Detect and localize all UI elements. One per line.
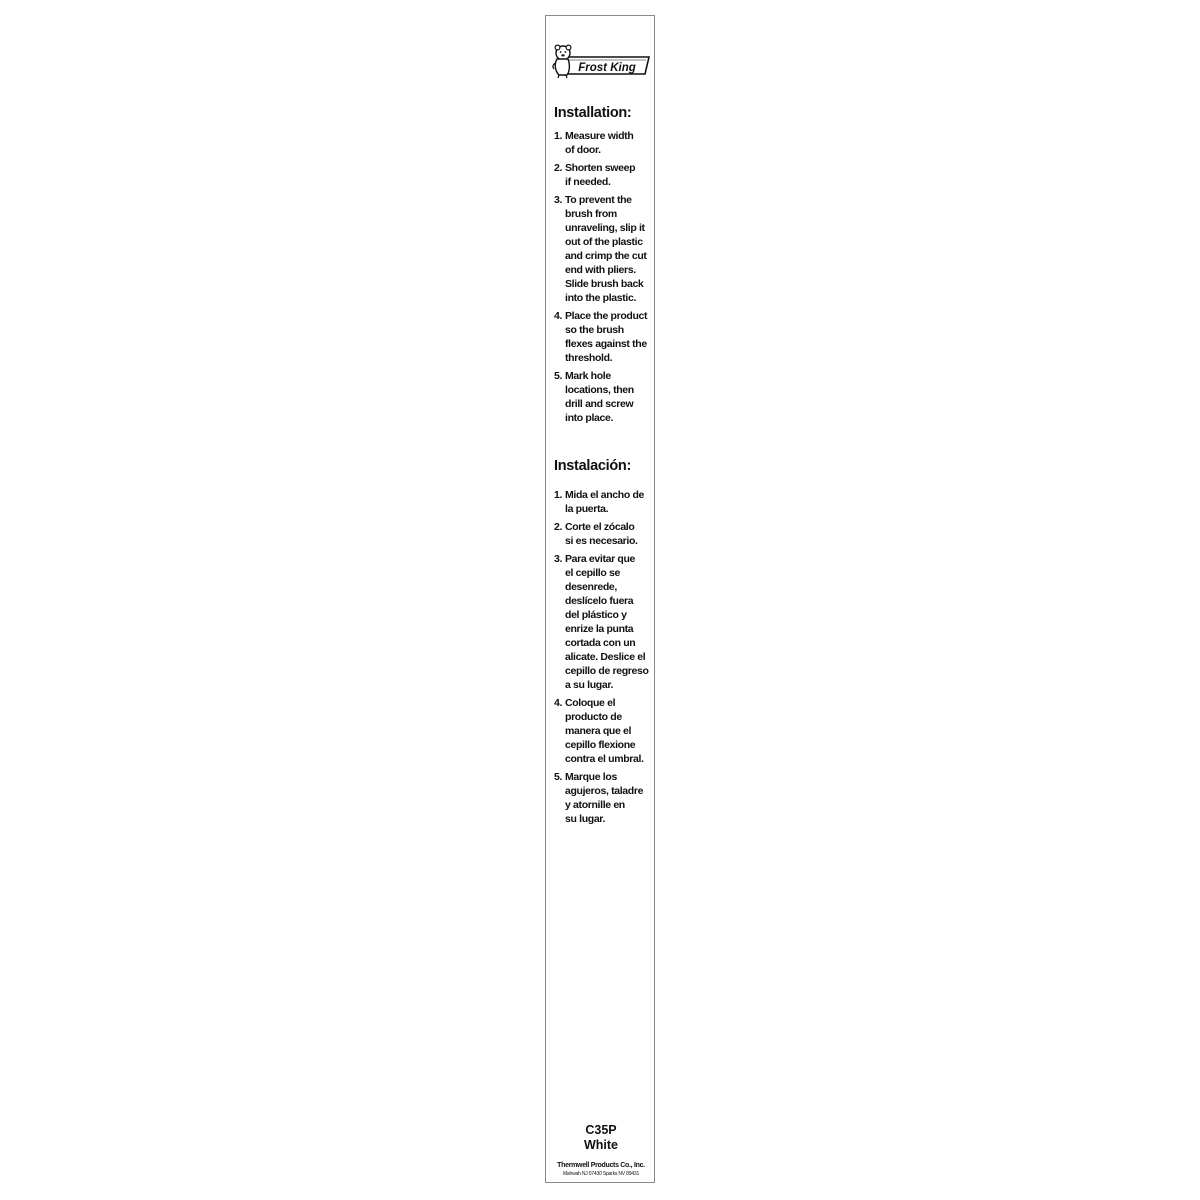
step-text: Place the product so the brush flexes against the threshold. [565, 310, 648, 364]
manufacturer-address: Mahwah NJ 07430 Sparks NV 89431 [562, 1171, 640, 1177]
brand-wordmark: Frost King [578, 62, 636, 74]
instalacion-step [554, 552, 654, 692]
installation-step [554, 129, 654, 157]
product-color: White [583, 1138, 619, 1152]
instalacion-step [554, 488, 654, 516]
step-text: Mida el ancho de la puerta. [565, 489, 644, 515]
step-text: Shorten sweep if needed. [565, 162, 636, 188]
installation-step [554, 369, 654, 425]
installation-step [554, 161, 654, 189]
step-number: 3. [554, 194, 563, 206]
installation-steps [554, 129, 654, 429]
instalacion-steps [554, 488, 654, 830]
step-number: 5. [554, 370, 563, 382]
step-text: Measure width of door. [565, 130, 634, 156]
instalacion-step [554, 696, 654, 766]
step-number: 1. [554, 130, 563, 142]
step-text: Corte el zócalo si es necesario. [565, 521, 638, 547]
step-text: Mark hole locations, then drill and screw into place. [565, 370, 634, 424]
instruction-card [545, 15, 655, 1183]
step-number: 5. [554, 771, 563, 783]
step-text: Coloque el producto de manera que el cepillo flexione contra el umbral. [565, 697, 644, 765]
step-number: 4. [554, 310, 563, 322]
step-text: Marque los agujeros, taladre y atornille en su lugar. [565, 771, 644, 825]
step-text: To prevent the brush from unraveling, slip it out of the plastic and crimp the cut end with pliers. Slide brush back into the plastic. [565, 194, 647, 304]
installation-step [554, 309, 654, 365]
polar-bear-icon [552, 44, 650, 80]
step-number: 4. [554, 697, 563, 709]
frost-king-logo [552, 44, 650, 80]
instalacion-step [554, 770, 654, 826]
instalacion-heading: Instalación: [554, 458, 631, 474]
step-number: 3. [554, 553, 563, 565]
step-number: 2. [554, 162, 563, 174]
manufacturer-name: Thermwell Products Co., Inc. [557, 1162, 645, 1169]
instalacion-step [554, 520, 654, 548]
model-number: C35P [585, 1123, 617, 1137]
installation-step [554, 193, 654, 305]
step-number: 2. [554, 521, 563, 533]
installation-heading: Installation: [554, 105, 632, 121]
step-text: Para evitar que el cepillo se desenrede, deslícelo fuera del plástico y enrize la punta cortada con un alicate. Deslice el cepillo de regreso a su lugar. [565, 553, 649, 691]
step-number: 1. [554, 489, 563, 501]
